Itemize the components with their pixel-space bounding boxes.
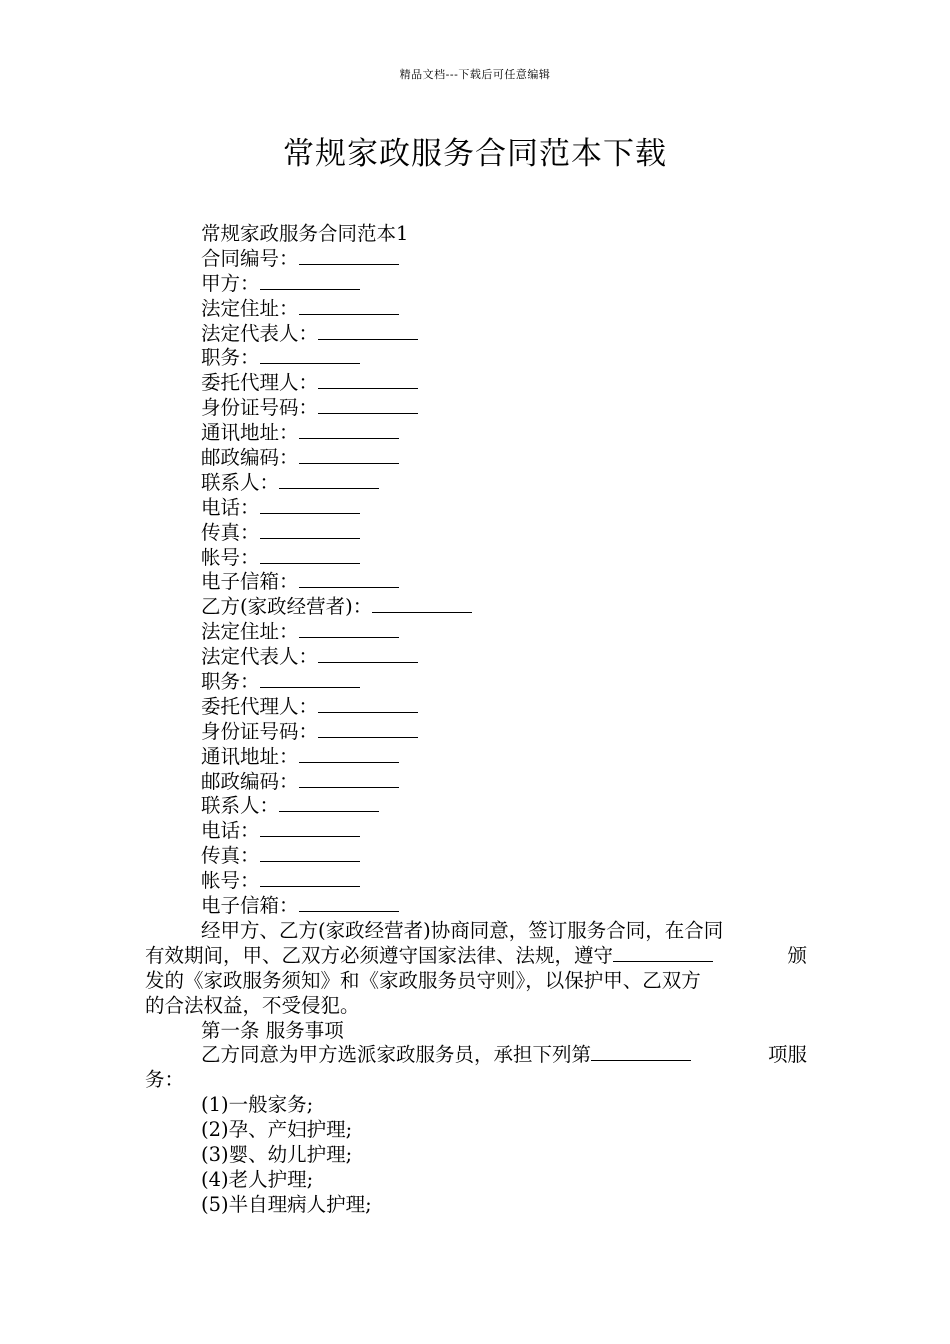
intro-text: 有效期间，甲、乙双方必须遵守国家法律、法规，遵守 xyxy=(145,943,614,967)
document-body xyxy=(145,222,807,1218)
list-item: (5)半自理病人护理; xyxy=(201,1192,372,1216)
list-item: (4)老人护理; xyxy=(201,1167,314,1191)
list-item: (1)一般家务; xyxy=(201,1093,314,1117)
form-field xyxy=(145,546,807,571)
blank-line xyxy=(260,272,360,290)
blank-line xyxy=(260,844,360,862)
form-field xyxy=(145,471,807,496)
blank-line xyxy=(279,471,379,489)
article-text: 项服 xyxy=(767,1043,807,1067)
field-label: 甲方： xyxy=(201,271,260,295)
field-label: 乙方(家政经营者)： xyxy=(201,595,373,619)
document-title: 常规家政服务合同范本下载 xyxy=(283,136,667,172)
article-text: 乙方同意为甲方选派家政服务员，承担下列第 xyxy=(201,1043,592,1067)
form-field xyxy=(145,446,807,471)
field-label: 传真： xyxy=(201,844,260,868)
form-field xyxy=(145,720,807,745)
field-label: 邮政编码： xyxy=(201,446,299,470)
party-b-fields xyxy=(145,620,807,919)
form-field xyxy=(145,695,807,720)
blank-line xyxy=(260,521,360,539)
field-label: 法定住址： xyxy=(201,620,299,644)
form-field xyxy=(145,745,807,770)
form-field xyxy=(145,322,807,347)
blank-line xyxy=(299,570,399,588)
field-label: 职务： xyxy=(201,670,260,694)
field-label: 邮政编码： xyxy=(201,769,299,793)
form-field xyxy=(145,869,807,894)
form-field xyxy=(145,620,807,645)
field-label: 法定住址： xyxy=(201,296,299,320)
intro-paragraph xyxy=(145,919,807,1019)
service-items-list xyxy=(145,1093,807,1217)
contract-subtitle: 常规家政服务合同范本1 xyxy=(201,222,409,245)
blank-line xyxy=(299,446,399,464)
party-b-field xyxy=(145,595,807,620)
blank-line xyxy=(299,421,399,439)
form-field xyxy=(145,396,807,421)
field-label: 职务： xyxy=(201,346,260,370)
blank-line xyxy=(318,371,418,389)
field-label: 法定代表人： xyxy=(201,321,319,345)
field-label: 传真： xyxy=(201,520,260,544)
field-label: 帐号： xyxy=(201,545,260,569)
article-text-line xyxy=(145,1043,807,1068)
blank-line xyxy=(260,819,360,837)
field-label: 身份证号码： xyxy=(201,719,319,743)
field-label: 电话： xyxy=(201,819,260,843)
form-field xyxy=(145,421,807,446)
form-field xyxy=(145,894,807,919)
intro-line xyxy=(145,944,807,969)
form-field xyxy=(145,371,807,396)
field-label: 电子信箱： xyxy=(201,570,299,594)
form-field xyxy=(145,521,807,546)
field-label: 电话： xyxy=(201,495,260,519)
list-item: (2)孕、产妇护理; xyxy=(201,1118,353,1142)
blank-line xyxy=(260,869,360,887)
field-label: 帐号： xyxy=(201,869,260,893)
blank-line xyxy=(372,595,472,613)
party-a-fields xyxy=(145,297,807,596)
blank-line xyxy=(299,620,399,638)
blank-line xyxy=(260,670,360,688)
intro-text: 颁 xyxy=(787,943,807,967)
contract-no-field xyxy=(145,247,807,272)
field-label: 联系人： xyxy=(201,470,280,494)
intro-line: 的合法权益，不受侵犯。 xyxy=(145,993,360,1017)
field-label: 委托代理人： xyxy=(201,371,319,395)
blank-line xyxy=(318,645,418,663)
form-field xyxy=(145,844,807,869)
header-note: 精品文档---下载后可任意编辑 xyxy=(399,68,551,81)
blank-line xyxy=(260,346,360,364)
field-label: 通讯地址： xyxy=(201,421,299,445)
blank-line xyxy=(279,794,379,812)
form-field xyxy=(145,496,807,521)
blank-line xyxy=(299,745,399,763)
form-field xyxy=(145,570,807,595)
blank-line xyxy=(613,944,713,962)
article-heading: 第一条 服务事项 xyxy=(201,1018,344,1042)
form-field xyxy=(145,670,807,695)
blank-line xyxy=(260,496,360,514)
form-field xyxy=(145,645,807,670)
blank-line xyxy=(318,396,418,414)
blank-line xyxy=(299,770,399,788)
field-label: 身份证号码： xyxy=(201,396,319,420)
field-label: 通讯地址： xyxy=(201,744,299,768)
field-label: 法定代表人： xyxy=(201,645,319,669)
list-item: (3)婴、幼儿护理; xyxy=(201,1142,353,1166)
form-field xyxy=(145,346,807,371)
blank-line xyxy=(318,720,418,738)
party-a-field xyxy=(145,272,807,297)
intro-line: 发的《家政服务须知》和《家政服务员守则》，以保护甲、乙双方 xyxy=(145,968,701,992)
form-field xyxy=(145,770,807,795)
field-label: 委托代理人： xyxy=(201,694,319,718)
article-text-line: 务： xyxy=(145,1068,185,1092)
blank-line xyxy=(318,695,418,713)
form-field xyxy=(145,297,807,322)
blank-line xyxy=(299,297,399,315)
form-field xyxy=(145,794,807,819)
blank-line xyxy=(299,247,399,265)
field-label: 电子信箱： xyxy=(201,894,299,918)
blank-line xyxy=(299,894,399,912)
blank-line xyxy=(318,322,418,340)
intro-line: 经甲方、乙方(家政经营者)协商同意，签订服务合同，在合同 xyxy=(201,918,724,942)
field-label: 合同编号： xyxy=(201,246,299,270)
form-field xyxy=(145,819,807,844)
field-label: 联系人： xyxy=(201,794,280,818)
blank-line xyxy=(260,546,360,564)
blank-line xyxy=(591,1043,691,1061)
